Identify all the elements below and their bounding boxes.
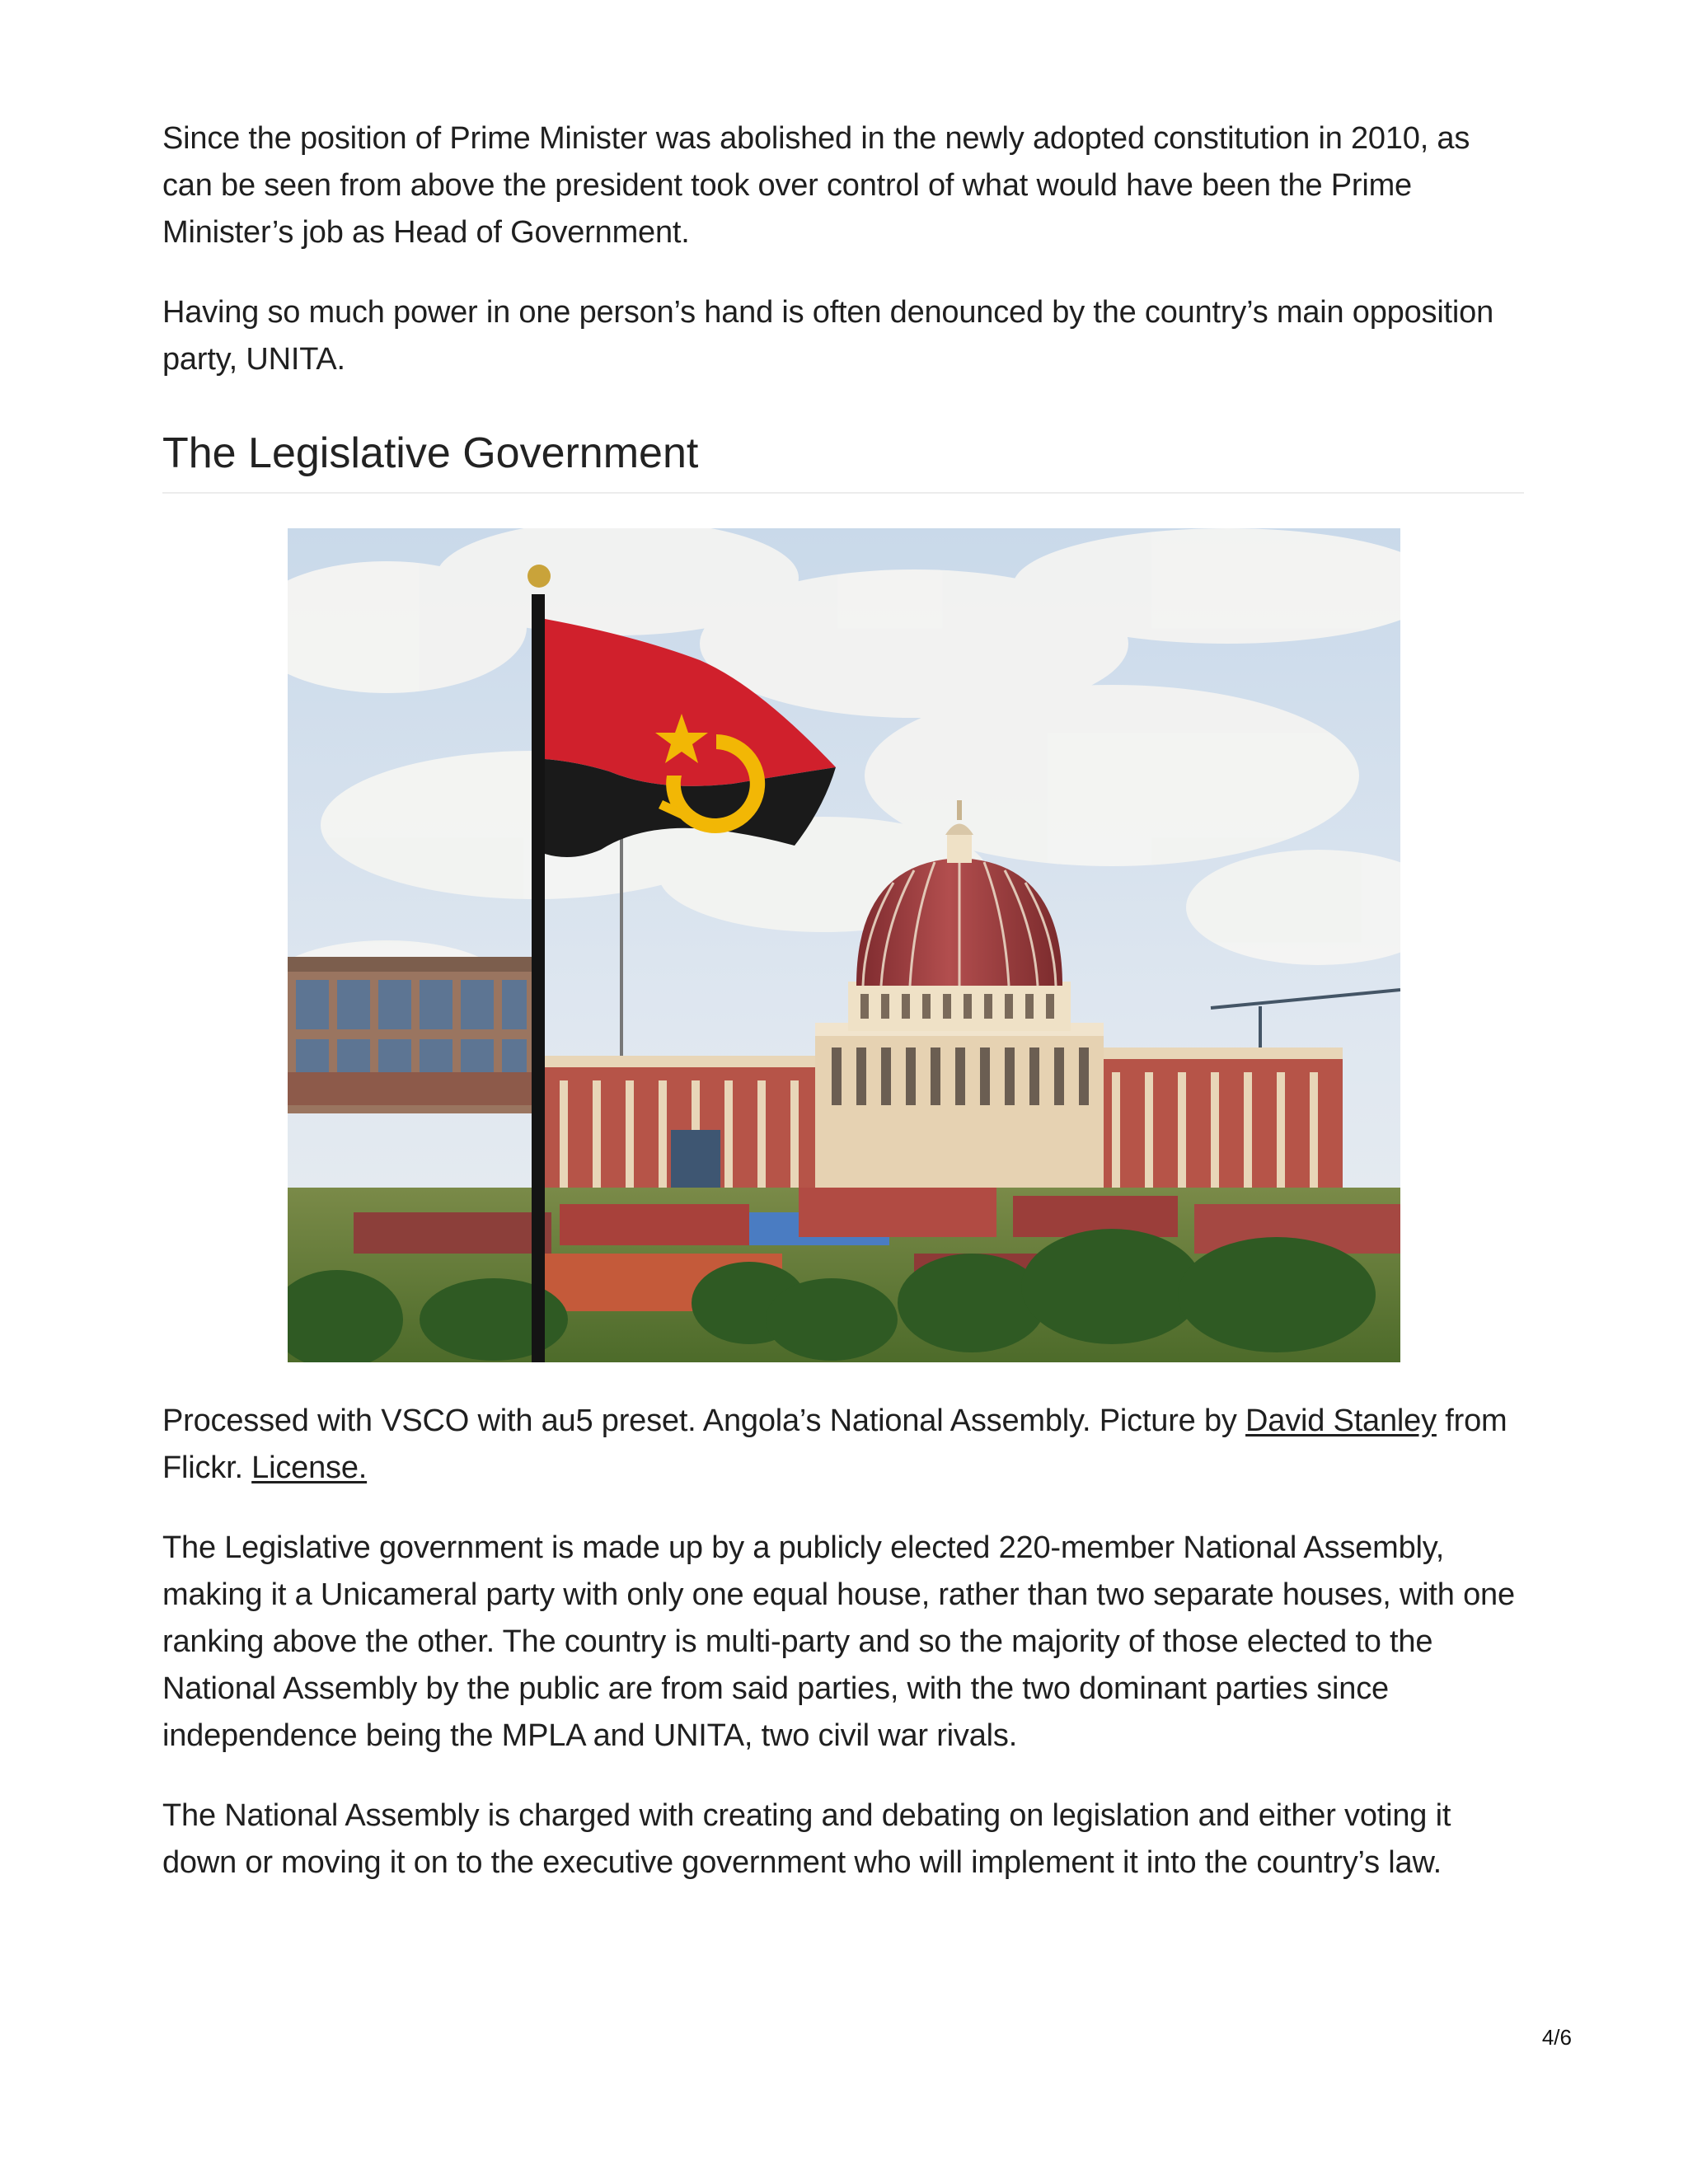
intro-paragraph-1: Since the position of Prime Minister was abolished in the newly adopted constitution in 2010, as can be seen from above the president took over control of what would have been the Prime Minister’s job as Head of Government. xyxy=(162,121,1470,250)
photo-caption xyxy=(162,1398,1524,1492)
flag-pole xyxy=(532,594,545,1362)
intro-paragraph-2: Having so much power in one person’s hand is often denounced by the country’s main opposition party, UNITA. xyxy=(162,295,1494,377)
left-office-building xyxy=(288,957,568,1113)
caption-text-middle: from Flickr. xyxy=(162,1404,1507,1485)
national-assembly-photo xyxy=(288,528,1400,1362)
section-heading: The Legislative Government xyxy=(162,424,1524,494)
legislative-paragraph-1: The Legislative government is made up by a publicly elected 220-member National Assembly, making it a Unicameral party with only one equal house, rather than two separate houses, with one ranking above the other. The country is multi-party and so the majority of those elected to the National Assembly by the public are from said parties, with the two dominant parties since independence being the MPLA and UNITA, two civil war rivals. xyxy=(162,1530,1515,1753)
caption-text-before: Processed with VSCO with au5 preset. Angola’s National Assembly. Picture by xyxy=(162,1404,1246,1438)
legislative-paragraph-2: The National Assembly is charged with creating and debating on legislation and either voting it down or moving it on to the executive government who will implement it into the country’s law. xyxy=(162,1798,1451,1880)
document-page xyxy=(162,115,1524,1886)
page-number: 4/6 xyxy=(1541,2025,1572,2050)
flag-pole-finial xyxy=(528,565,551,588)
author-link[interactable]: David Stanley xyxy=(1245,1404,1437,1438)
photo-illustration xyxy=(288,528,1400,1362)
foreground xyxy=(288,1188,1400,1362)
license-link[interactable]: License. xyxy=(251,1451,368,1485)
